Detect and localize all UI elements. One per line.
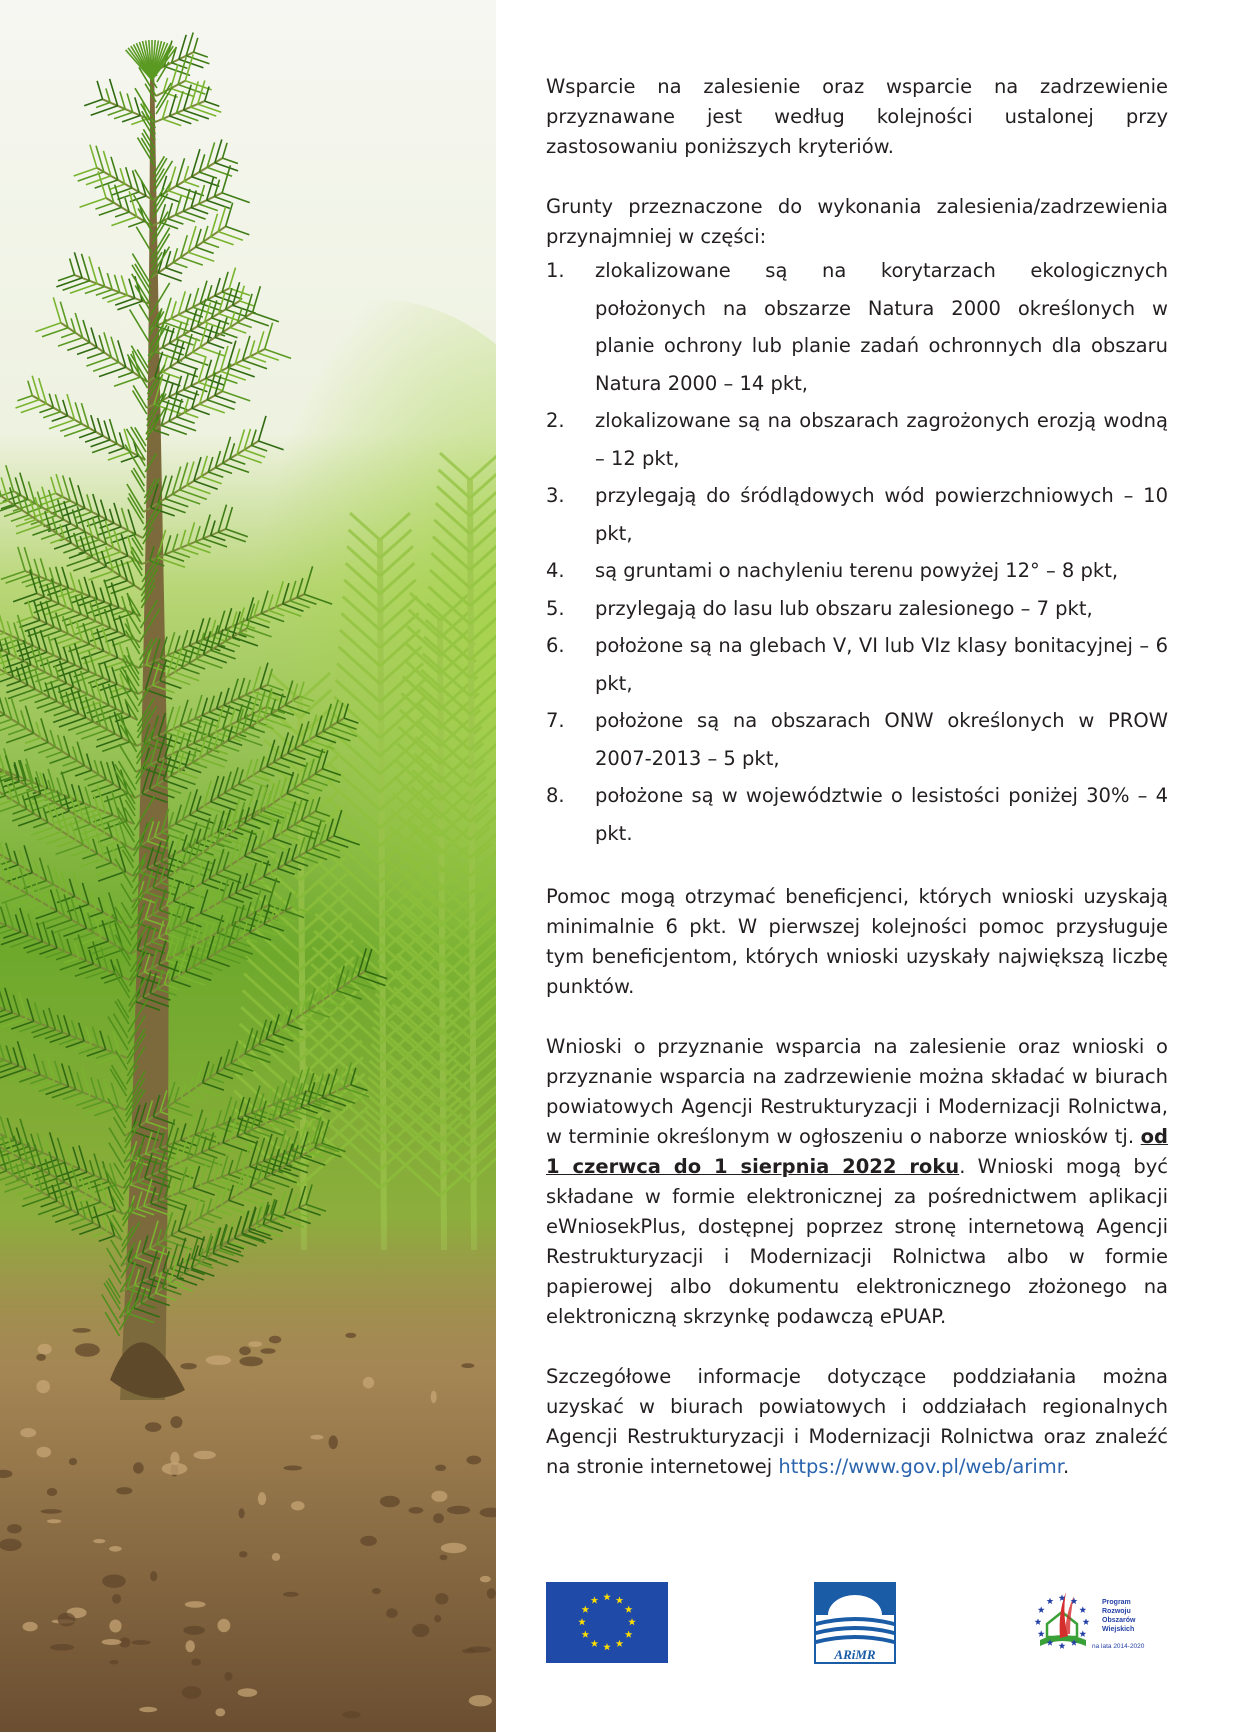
soil-pebble (272, 1553, 280, 1561)
prow-line: Rozwoju (1102, 1608, 1131, 1615)
list-number: 3. (546, 484, 565, 507)
soil-pebble (467, 1646, 492, 1652)
soil-pebble (260, 1348, 275, 1354)
soil-pebble (218, 1619, 231, 1632)
wnioski-text: Wnioski o przyznanie wsparcia na zalesienie oraz wnioski o przyznanie wsparcia na zadrzewienie można składać w biurach powiatowych Agencji Restrukturyzacji i Modernizacji Rolnictwa, w terminie określonym w ogłoszeniu o naborze wniosków tj. (546, 1035, 1168, 1148)
prow-logo-icon (1030, 1582, 1158, 1664)
soil-pebble (345, 1333, 356, 1338)
soil-pebble (186, 1640, 195, 1652)
prow-line: Program (1102, 1599, 1131, 1606)
criteria-list (546, 252, 1168, 852)
soil-pebble (433, 1513, 444, 1523)
soil-pebble (239, 1508, 245, 1518)
soil-pebble (441, 1543, 467, 1553)
wnioski-text-continued: . Wnioski mogą być składane w formie elektronicznej za pośrednictwem aplikacji eWniosekPlus, dostępnej poprzez stronę internetową Agencji Restrukturyzacji i Modernizacji Rolnictwa albo w formie papierowej albo dokumentu elektronicznego złożonego na elektroniczną skrzynkę podawczą ePUAP. (546, 1155, 1168, 1328)
soil-pebble (102, 1575, 126, 1588)
soil-pebble (447, 1506, 470, 1514)
soil-pebble (58, 1613, 76, 1627)
arimr-website-link[interactable]: https://www.gov.pl/web/arimr (778, 1455, 1063, 1478)
text-column (546, 72, 1168, 1482)
soil-pebble (469, 1695, 492, 1706)
arimr-logo-icon (814, 1582, 896, 1664)
soil-pebble (93, 1539, 105, 1543)
soil-pebble (150, 1571, 157, 1581)
list-number: 6. (546, 634, 565, 657)
soil-pebble (239, 1357, 263, 1367)
soil-pebble (180, 1363, 196, 1369)
soil-pebble (7, 1524, 22, 1533)
soil-pebble (185, 1601, 206, 1608)
soil-pebble (435, 1465, 446, 1471)
soil-pebble (239, 1551, 247, 1557)
soil-pebble (461, 1363, 474, 1368)
soil-pebble (431, 1491, 447, 1502)
soil-pebble (412, 1624, 429, 1637)
info-text: Szczegółowe informacje dotyczące poddziałania można uzyskać w biurach powiatowych i oddziałach regionalnych Agencji Restrukturyzacji i Modernizacji Rolnictwa oraz znaleźć na stronie internetowej (546, 1365, 1168, 1478)
soil-pebble (133, 1462, 144, 1473)
soil-pebble (206, 1355, 231, 1365)
pomoc-paragraph: Pomoc mogą otrzymać beneficjenci, których wnioski uzyskają minimalnie 6 pkt. W pierwszej kolejności pomoc przysługuje tym beneficjentom, których wnioski uzyskały największą liczbę punktów. (546, 885, 1168, 998)
list-text: są gruntami o nachyleniu terenu powyżej 12° – 8 pkt, (595, 559, 1119, 582)
soil-pebble (145, 1422, 161, 1432)
soil-pebble (20, 1428, 36, 1437)
soil-pebble (248, 1341, 262, 1347)
soil-pebble (329, 1435, 338, 1449)
soil-pebble (466, 1456, 481, 1465)
soil-pebble (434, 1615, 441, 1623)
soil-pebble (102, 1639, 122, 1645)
criteria-intro: Grunty przeznaczone do wykonania zalesienia/zadrzewienia przynajmniej w części: (546, 195, 1168, 248)
soil-pebble (116, 1487, 132, 1494)
soil-pebble (310, 1435, 323, 1440)
soil-pebble (50, 1644, 74, 1651)
info-paragraph (546, 1362, 1168, 1482)
list-text: zlokalizowane są na obszarach zagrożonych erozją wodną – 12 pkt, (595, 409, 1168, 470)
soil-pebble (139, 1707, 157, 1712)
soil-pebble (191, 1658, 201, 1665)
list-item (546, 702, 1168, 777)
list-item (546, 777, 1168, 852)
soil-pebble (23, 1622, 38, 1632)
list-item (546, 402, 1168, 477)
soil-pebble (224, 1672, 232, 1681)
soil-pebble (193, 1451, 215, 1460)
wnioski-paragraph (546, 1032, 1168, 1332)
arimr-logo-text: ARiMR (834, 1647, 876, 1662)
list-item (546, 552, 1168, 590)
soil-pebble (38, 1344, 52, 1355)
soil-pebble (183, 1626, 205, 1635)
soil-pebble (36, 1354, 46, 1361)
soil-pebble (109, 1660, 118, 1664)
soil-pebble (283, 1592, 299, 1597)
soil-pebble (109, 1546, 122, 1552)
list-number: 8. (546, 784, 565, 807)
soil-pebble (47, 1519, 61, 1523)
soil-pebble (109, 1620, 121, 1633)
soil-pebble (0, 1539, 22, 1551)
info-text-end: . (1062, 1455, 1070, 1478)
soil-pebble (363, 1377, 374, 1389)
soil-pebble (380, 1496, 400, 1508)
soil-pebble (258, 1492, 266, 1505)
soil-pebble (480, 1576, 491, 1582)
list-item (546, 590, 1168, 628)
eu-flag-icon (546, 1582, 668, 1663)
soil-pebble (36, 1380, 50, 1393)
list-number: 2. (546, 409, 565, 432)
soil-pebble (238, 1688, 258, 1697)
soil-pebble (343, 1711, 361, 1718)
soil-pebble (386, 1608, 398, 1618)
list-text: położone są w województwie o lesistości poniżej 30% – 4 pkt. (595, 784, 1168, 845)
intro-paragraph: Wsparcie na zalesienie oraz wsparcie na zadrzewienie przyznawane jest według kolejności ustalonej przy zastosowaniu poniższych kryteriów. (546, 75, 1168, 158)
list-text: położone są na glebach V, VI lub VIz klasy bonitacyjnej – 6 pkt, (595, 634, 1168, 695)
soil-pebble (284, 1466, 303, 1471)
logos-bar (546, 1582, 1168, 1662)
soil-pebble (360, 1536, 377, 1546)
list-item (546, 252, 1168, 402)
soil-pebble (431, 1391, 437, 1403)
soil-pebble (47, 1488, 57, 1496)
prow-line: Obszarów (1102, 1617, 1136, 1624)
prow-years: na lata 2014-2020 (1092, 1643, 1145, 1650)
soil-pebble (162, 1463, 188, 1475)
soil-pebble (409, 1507, 424, 1514)
list-text: położone są na obszarach ONW określonych w PROW 2007-2013 – 5 pkt, (595, 709, 1168, 770)
soil-pebble (215, 1708, 225, 1716)
soil-pebble (75, 1343, 100, 1357)
pine-seedling-icon (0, 0, 496, 1732)
soil-pebble (72, 1328, 90, 1333)
list-number: 5. (546, 596, 565, 620)
list-number: 4. (546, 559, 565, 582)
soil-pebble (170, 1416, 182, 1428)
pine-seedling-photo (0, 0, 496, 1732)
list-item (546, 477, 1168, 552)
application-date-range: od 1 czerwca do 1 sierpnia 2022 roku (546, 1125, 1168, 1178)
list-text: przylegają do lasu lub obszaru zalesionego – 7 pkt, (595, 596, 1093, 620)
soil-pebble (132, 1640, 151, 1645)
soil-pebble (37, 1447, 52, 1458)
soil-pebble (291, 1501, 305, 1510)
list-number: 1. (546, 259, 565, 282)
list-number: 7. (546, 709, 565, 732)
soil-pebble (69, 1458, 77, 1465)
list-item (546, 627, 1168, 702)
prow-line: Wiejskich (1102, 1626, 1135, 1633)
soil-pebble (269, 1336, 281, 1344)
soil-pebble (372, 1588, 381, 1594)
list-text: zlokalizowane są na korytarzach ekologicznych położonych na obszarze Natura 2000 określonych w planie ochrony lub planie zadań ochronnych dla obszaru Natura 2000 – 14 pkt, (595, 259, 1168, 395)
soil-pebble (239, 1346, 251, 1355)
soil-pebble (41, 1509, 62, 1514)
soil-pebble (182, 1686, 202, 1699)
soil-pebble (440, 1555, 448, 1561)
soil-pebble (112, 1594, 121, 1604)
list-text: przylegają do śródlądowych wód powierzchniowych – 10 pkt, (595, 484, 1168, 545)
soil-pebble (487, 1588, 496, 1599)
soil-pebble (435, 1593, 448, 1604)
background-stem (470, 480, 474, 1250)
